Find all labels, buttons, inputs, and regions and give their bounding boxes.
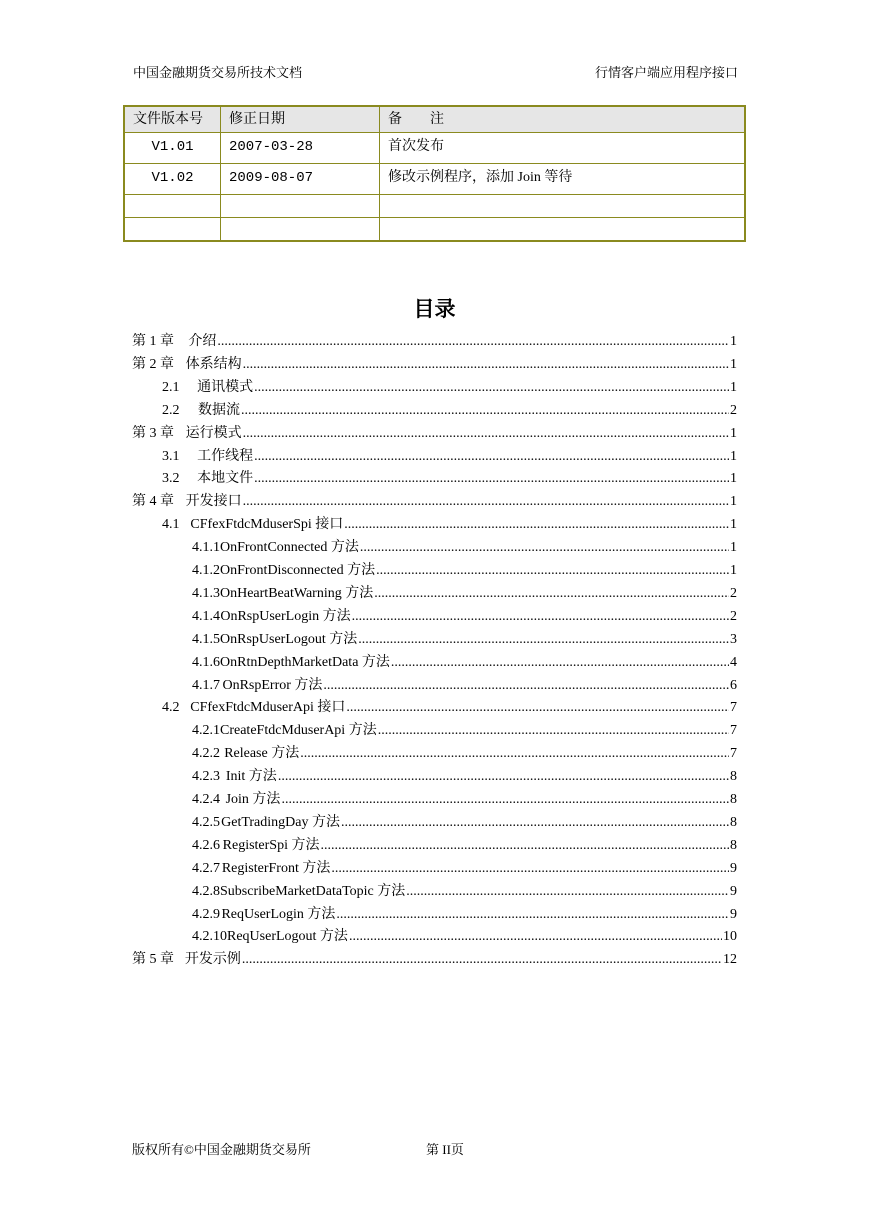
toc-entry-page: 1 xyxy=(730,494,737,510)
toc-dot-leader xyxy=(300,746,729,762)
toc-dot-leader xyxy=(378,723,729,739)
toc-entry-number: 第 3 章 xyxy=(132,425,174,441)
toc-entry[interactable] xyxy=(192,674,737,697)
toc-entry-page: 7 xyxy=(730,723,737,739)
toc-entry-page: 8 xyxy=(730,814,737,830)
toc-entry-title: Init 方法 xyxy=(225,769,277,785)
toc-entry[interactable] xyxy=(192,788,737,811)
toc-dot-leader xyxy=(217,334,729,350)
toc-dot-leader xyxy=(391,655,729,671)
toc-dot-leader xyxy=(344,517,729,533)
toc-entry-number: 3.1 xyxy=(162,448,180,464)
toc-entry-number: 4.1 xyxy=(162,517,180,533)
toc-entry-number: 4.2.3 xyxy=(192,769,220,785)
toc-entry[interactable] xyxy=(162,445,737,468)
toc-entry-number: 2.1 xyxy=(162,379,180,395)
revision-table-header xyxy=(124,106,745,133)
toc-entry-title: OnFrontDisconnected 方法 xyxy=(220,563,376,578)
table-row-empty xyxy=(124,218,745,242)
toc-dot-leader xyxy=(241,403,729,419)
toc-entry[interactable] xyxy=(192,559,737,582)
toc-entry-number: 4.2.8 xyxy=(192,883,220,899)
toc-entry[interactable] xyxy=(162,399,737,422)
footer-page-number: 第 II页 xyxy=(426,1142,464,1157)
toc-entry-number: 第 2 章 xyxy=(132,356,174,372)
toc-entry[interactable] xyxy=(192,834,737,857)
empty-cell xyxy=(221,218,380,242)
toc-dot-leader xyxy=(243,357,729,373)
toc-entry-page: 7 xyxy=(730,746,737,762)
toc-entry-page: 2 xyxy=(730,608,737,624)
toc-entry-page: 8 xyxy=(730,837,737,853)
toc-dot-leader xyxy=(376,563,729,579)
toc-entry-title: Join 方法 xyxy=(225,792,281,807)
toc-entry-page: 1 xyxy=(730,356,737,372)
notes-cell: 首次发布 xyxy=(380,133,746,164)
toc-entry[interactable] xyxy=(132,490,737,513)
toc-entry-number: 第 4 章 xyxy=(132,494,174,510)
toc-entry-page: 9 xyxy=(730,906,737,922)
version-cell: V1.02 xyxy=(124,164,221,195)
toc-entry[interactable] xyxy=(132,948,737,971)
header-cell-date: 修正日期 xyxy=(221,106,380,133)
toc-entry-title: RegisterFront 方法 xyxy=(221,860,331,876)
toc-entry[interactable] xyxy=(192,880,737,903)
toc-entry[interactable] xyxy=(192,719,737,742)
toc-entry-number: 第 1 章 xyxy=(132,334,174,349)
toc-entry-title: OnFrontConnected 方法 xyxy=(220,540,359,556)
toc-dot-leader xyxy=(374,586,729,602)
toc-entry-title: 本地文件 xyxy=(197,471,254,487)
toc-entry-page: 8 xyxy=(730,769,737,785)
toc-entry-title: SubscribeMarketDataTopic 方法 xyxy=(220,883,406,899)
toc-dot-leader xyxy=(243,426,729,442)
toc-entry-title: RegisterSpi 方法 xyxy=(222,837,320,853)
toc-entry-title: 运行模式 xyxy=(185,425,242,441)
toc-entry-title: OnRspUserLogin 方法 xyxy=(220,608,351,624)
toc-entry-number: 2.2 xyxy=(162,402,180,418)
toc-entry[interactable] xyxy=(192,742,737,765)
toc-entry-page: 1 xyxy=(730,334,737,349)
toc-entry-page: 1 xyxy=(730,425,737,441)
toc-dot-leader xyxy=(341,815,729,831)
notes-cell: 修改示例程序，添加 Join 等待 xyxy=(380,164,746,195)
toc-entry-page: 2 xyxy=(730,402,737,418)
toc-entry-page: 9 xyxy=(730,883,737,899)
toc-entry-page: 1 xyxy=(730,540,737,556)
toc-dot-leader xyxy=(349,929,722,945)
toc-entry-title: 开发接口 xyxy=(185,494,242,510)
toc-dot-leader xyxy=(281,792,729,808)
toc-entry-number: 4.2.5 xyxy=(192,814,220,830)
toc-entry-number: 4.1.3 xyxy=(192,585,220,601)
toc-dot-leader xyxy=(358,632,729,648)
toc-entry[interactable] xyxy=(192,925,737,948)
toc-entry-number: 3.2 xyxy=(162,471,180,487)
toc-entry-title: GetTradingDay 方法 xyxy=(221,814,340,830)
empty-cell xyxy=(221,195,380,218)
toc-entry[interactable] xyxy=(132,330,737,353)
toc-entry[interactable] xyxy=(192,857,737,880)
toc-entry[interactable] xyxy=(162,513,737,536)
toc-entry-number: 4.1.2 xyxy=(192,563,220,578)
toc-entry-title: 体系结构 xyxy=(185,356,242,372)
toc-dot-leader xyxy=(323,678,729,694)
toc-entry-title: CFfexFtdcMduserSpi 接口 xyxy=(190,517,344,533)
toc-entry[interactable] xyxy=(132,353,737,376)
toc-entry-page: 1 xyxy=(730,471,737,487)
toc-entry-title: 开发示例 xyxy=(184,952,241,968)
toc-entry[interactable] xyxy=(132,422,737,445)
toc-title: 目录 xyxy=(413,297,456,321)
empty-cell xyxy=(380,195,746,218)
toc-dot-leader xyxy=(346,700,729,716)
toc-entry[interactable] xyxy=(192,765,737,788)
toc-entry-number: 4.2 xyxy=(162,700,180,716)
toc-entry-number: 4.2.10 xyxy=(192,929,227,945)
revision-table xyxy=(123,105,746,242)
toc-entry-number: 4.1.5 xyxy=(192,631,220,647)
toc-entry-number: 4.2.6 xyxy=(192,837,220,853)
toc-entry-page: 9 xyxy=(730,860,737,876)
toc-entry-page: 1 xyxy=(730,563,737,578)
toc-dot-leader xyxy=(254,380,729,396)
toc-dot-leader xyxy=(254,449,729,465)
toc-dot-leader xyxy=(352,609,729,625)
table-row xyxy=(124,164,745,195)
toc-entry-page: 1 xyxy=(730,517,737,533)
toc-entry-title: ReqUserLogin 方法 xyxy=(221,906,336,922)
toc-entry[interactable] xyxy=(192,582,737,605)
toc-entry-number: 4.2.7 xyxy=(192,860,220,876)
toc-entry-page: 8 xyxy=(730,792,737,807)
toc-entry[interactable] xyxy=(162,376,737,399)
toc-entry[interactable] xyxy=(192,536,737,559)
toc-entry-title: OnHeartBeatWarning 方法 xyxy=(220,585,374,601)
table-row xyxy=(124,133,745,164)
toc-entry-title: OnRtnDepthMarketData 方法 xyxy=(220,654,390,670)
toc-entry[interactable] xyxy=(192,605,737,628)
toc-dot-leader xyxy=(242,952,722,968)
date-cell: 2009-08-07 xyxy=(221,164,380,195)
toc-entry-title: OnRspError 方法 xyxy=(222,677,323,693)
toc-dot-leader xyxy=(254,471,729,487)
toc-entry[interactable] xyxy=(192,628,737,651)
toc-entry-number: 4.2.2 xyxy=(192,746,220,762)
toc-dot-leader xyxy=(336,907,729,923)
toc-entry-title: 工作线程 xyxy=(197,448,254,464)
toc-entry-title: CFfexFtdcMduserApi 接口 xyxy=(190,700,346,716)
toc-entry-number: 4.1.7 xyxy=(192,677,220,693)
toc-entry-page: 3 xyxy=(730,631,737,647)
empty-cell xyxy=(124,195,221,218)
toc-entry-title: 数据流 xyxy=(198,402,241,418)
toc-dot-leader xyxy=(243,494,729,510)
toc-dot-leader xyxy=(406,884,729,900)
toc-entry-title: ReqUserLogout 方法 xyxy=(227,929,348,945)
toc-entry-title: OnRspUserLogout 方法 xyxy=(220,631,358,647)
toc-dot-leader xyxy=(360,540,729,556)
toc-entry-number: 第 5 章 xyxy=(132,952,174,968)
footer-copyright: 版权所有©中国金融期货交易所 xyxy=(132,1142,311,1157)
toc-entry-title: 介绍 xyxy=(188,334,217,349)
toc-entry-page: 1 xyxy=(730,379,737,395)
toc-entry-page: 10 xyxy=(723,929,737,945)
header-cell-notes: 备 注 xyxy=(380,106,746,133)
toc-entry-number: 4.2.4 xyxy=(192,792,220,807)
toc-dot-leader xyxy=(321,838,730,854)
toc-entry[interactable] xyxy=(162,467,737,490)
toc-entry[interactable] xyxy=(162,696,737,719)
toc-entry[interactable] xyxy=(192,903,737,926)
empty-cell xyxy=(380,218,746,242)
toc-entry-number: 4.2.1 xyxy=(192,723,220,739)
toc-entry-page: 4 xyxy=(730,654,737,670)
toc-entry-title: 通讯模式 xyxy=(197,379,254,395)
toc-entry-page: 1 xyxy=(730,448,737,464)
empty-cell xyxy=(124,218,221,242)
toc-entry-number: 4.1.1 xyxy=(192,540,220,556)
header-right-title: 行情客户端应用程序接口 xyxy=(594,65,738,80)
version-cell: V1.01 xyxy=(124,133,221,164)
table-row-empty xyxy=(124,195,745,218)
toc-entry-page: 7 xyxy=(730,700,737,716)
date-cell: 2007-03-28 xyxy=(221,133,380,164)
toc-entry[interactable] xyxy=(192,651,737,674)
toc-entry-number: 4.1.6 xyxy=(192,654,220,670)
toc-dot-leader xyxy=(278,769,729,785)
toc-entry-title: Release 方法 xyxy=(224,746,300,762)
toc-entry-page: 6 xyxy=(730,677,737,693)
toc-entry-title: CreateFtdcMduserApi 方法 xyxy=(220,723,377,739)
toc-entry-page: 2 xyxy=(730,585,737,601)
toc-entry-page: 12 xyxy=(723,952,737,968)
toc-entry-number: 4.2.9 xyxy=(192,906,220,922)
toc-entry-number: 4.1.4 xyxy=(192,608,220,624)
header-left-title: 中国金融期货交易所技术文档 xyxy=(133,65,303,80)
toc-dot-leader xyxy=(331,861,729,877)
header-cell-version: 文件版本号 xyxy=(124,106,221,133)
toc-entry[interactable] xyxy=(192,811,737,834)
